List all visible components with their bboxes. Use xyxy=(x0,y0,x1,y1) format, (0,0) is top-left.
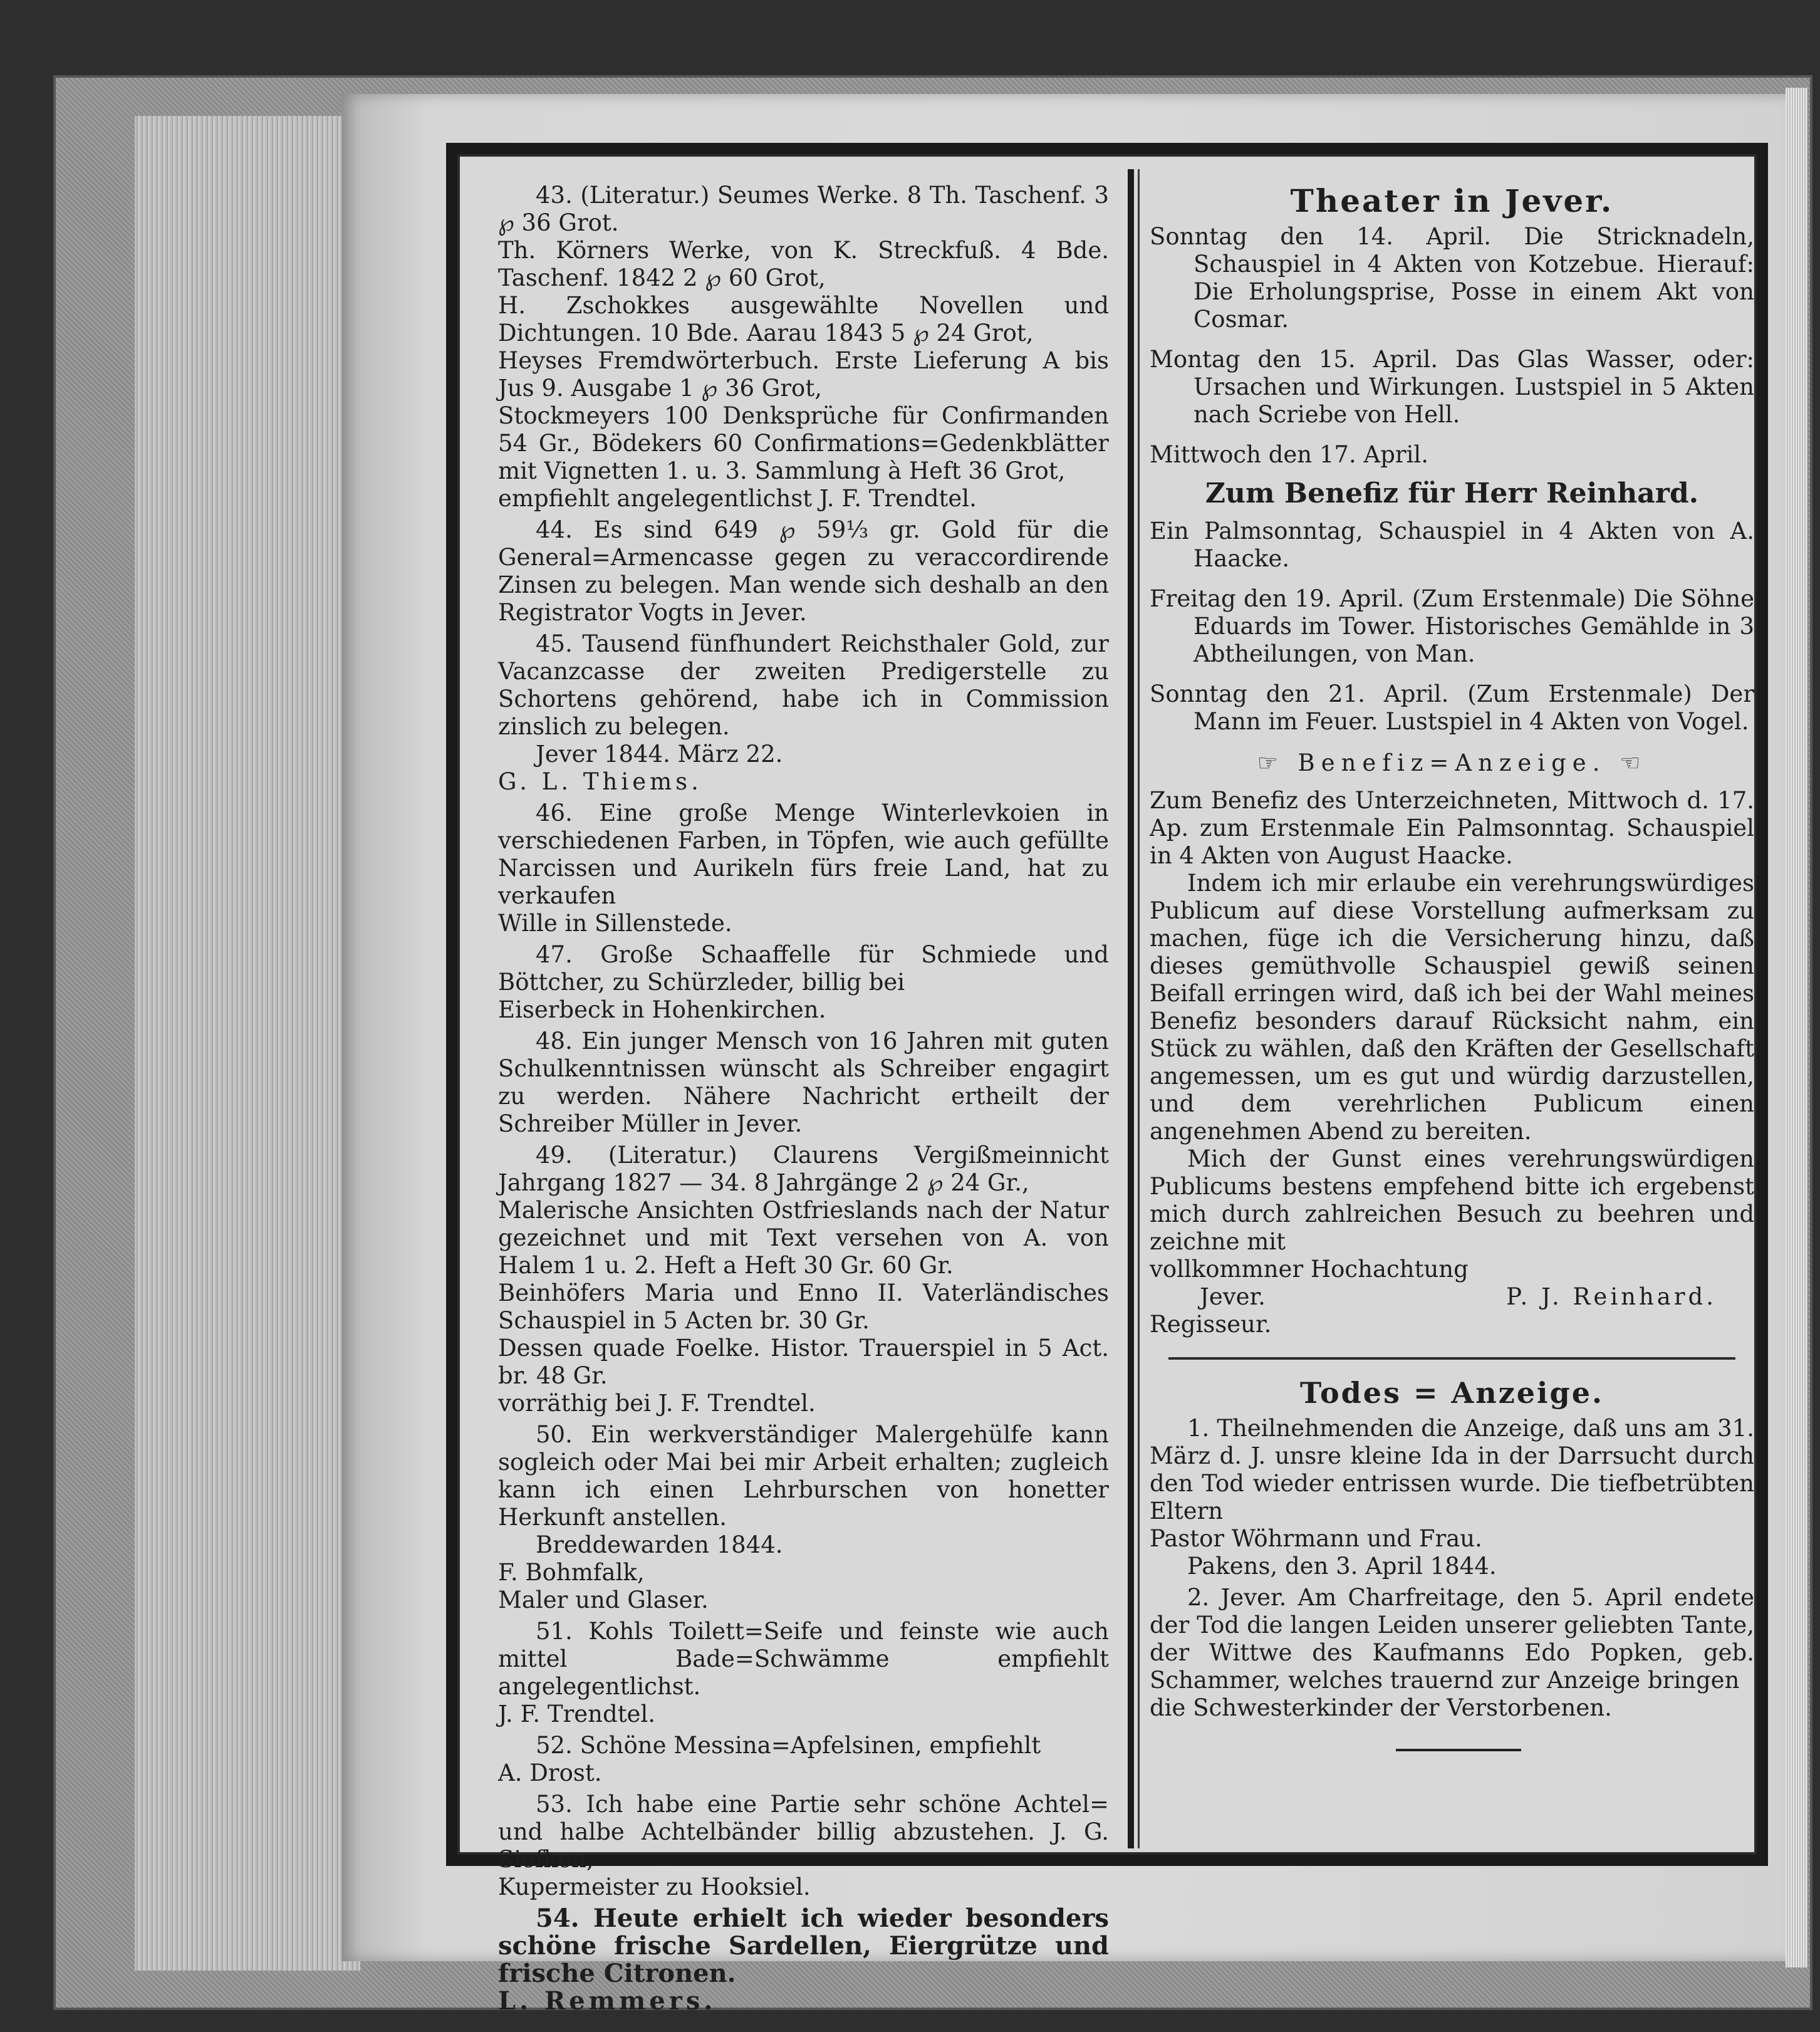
gap xyxy=(1150,432,1754,441)
gap xyxy=(1150,337,1754,346)
gap xyxy=(1150,672,1754,680)
right-column xyxy=(1150,182,1754,1842)
notice-signature: P. J. Reinhard. xyxy=(1506,1283,1717,1310)
benefit-notice xyxy=(1150,787,1754,1338)
death-2-signature: die Schwesterkinder der Verstorbenen. xyxy=(1150,1694,1612,1721)
death-notice-title: Todes = Anzeige. xyxy=(1300,1376,1604,1410)
page-right-edge xyxy=(1786,88,1807,1967)
ad-50-place: Breddewarden 1844. xyxy=(536,1531,783,1558)
ad-44-text: 44. Es sind 649 ℘ 59⅓ gr. Gold für die General=Armencasse gegen zu veraccordirende Zinsen zu belegen. Man wende sich deshalb an den Registrator Vogts in Jever. xyxy=(498,516,1109,626)
column-divider xyxy=(1128,169,1134,1848)
ad-43-line-2: Th. Körners Werke, von K. Streckfuß. 4 Bde. Taschenf. 1842 2 ℘ 60 Grot, xyxy=(498,237,1109,291)
ad-53-signature: Kupermeister zu Hooksiel. xyxy=(498,1873,811,1900)
ad-54-text: 54. Heute erhielt ich wieder besonders schöne frische Sardellen, Eiergrütze und frische Citronen. xyxy=(498,1904,1109,1988)
ad-49 xyxy=(498,1142,1109,1417)
theater-schedule-friday xyxy=(1150,585,1754,668)
schedule-line-3: Mittwoch den 17. April. xyxy=(1150,441,1429,468)
ad-45-text: 45. Tausend fünfhundert Reichsthaler Gold, zur Vacanzcasse der zweiten Predigerstelle zu Schortens gehörend, habe ich in Commission zinslich zu belegen. xyxy=(498,630,1109,740)
theater-title: Theater in Jever. xyxy=(1290,182,1614,219)
ad-52 xyxy=(498,1732,1109,1787)
closing-rule xyxy=(1396,1749,1521,1751)
ad-48-text: 48. Ein junger Mensch von 16 Jahren mit guten Schulkenntnissen wünscht als Schreiber engagirt zu werden. Nähere Nachricht ertheilt der Schreiber Müller in Jever. xyxy=(498,1028,1109,1137)
benefit-title: Zum Benefiz für Herr Reinhard. xyxy=(1205,477,1699,509)
ad-43-line-4: Heyses Fremdwörterbuch. Erste Lieferung A bis Jus 9. Ausgabe 1 ℘ 36 Grot, xyxy=(498,347,1109,402)
ad-45 xyxy=(498,630,1109,796)
notice-para-1: Zum Benefiz des Unterzeichneten, Mittwoch d. 17. Ap. zum Erstenmale Ein Palmsonntag. Schauspiel in 4 Akten von August Haacke. xyxy=(1150,787,1754,869)
ad-54-signature: L. Remmers. xyxy=(498,1986,717,2016)
notice-role: Regisseur. xyxy=(1150,1311,1272,1338)
schedule-line-5: Sonntag den 21. April. (Zum Erstenmale) Der Mann im Feuer. Lustspiel in 4 Akten von Vogel. xyxy=(1150,680,1754,735)
benefit-notice-heading: ☞ Benefiz=Anzeige. ☜ xyxy=(1257,749,1647,776)
closing-ornament xyxy=(1150,1734,1754,1762)
page-stack-edge xyxy=(135,116,360,1971)
death-notice-1 xyxy=(1150,1415,1754,1580)
notice-para-2: Indem ich mir erlaube ein verehrungswürdiges Publicum auf diese Vorstellung aufmerksam zu machen, füge ich die Versicherung hinzu, daß dieses gemüthvolle Schauspiel gewiß seinen Beifall erringen wird, daß ich bei der Wahl meines Benefiz besonders darauf Rücksicht nahm, ein Stück zu wählen, daß den Kräften der Gesellschaft angemessen, um es gut und würdig darzustellen, und dem verehrlichen Publicum einen angenehmen Abend zu bereiten. xyxy=(1150,870,1754,1145)
schedule-line-2: Montag den 15. April. Das Glas Wasser, oder: Ursachen und Wirkungen. Lustspiel in 5 Akten nach Scriebe von Hell. xyxy=(1150,346,1754,428)
notice-sign-row xyxy=(1150,1283,1754,1311)
schedule-line-4: Freitag den 19. April. (Zum Erstenmale) Die Söhne Eduards im Tower. Historisches Gemählde in 3 Abtheilungen, von Man. xyxy=(1150,585,1754,667)
ad-43-line-5: Stockmeyers 100 Denksprüche für Confirmanden 54 Gr., Bödekers 60 Confirmations=Gedenkblätter mit Vignetten 1. u. 3. Sammlung à Heft 36 Grot, xyxy=(498,402,1109,484)
death-1-text: 1. Theilnehmenden die Anzeige, daß uns am 31. März d. J. unsre kleine Ida in der Darrsucht durch den Tod wieder entrissen wurde. Die tiefbetrübten Eltern xyxy=(1150,1415,1754,1524)
ad-51-text: 51. Kohls Toilett=Seife und feinste wie auch mittel Bade=Schwämme empfiehlt angelegentlichst. xyxy=(498,1618,1109,1700)
ad-50-text: 50. Ein werkverständiger Malergehülfe kann sogleich oder Mai bei mir Arbeit erhalten; zugleich kann ich einen Lehrburschen von honetter Herkunft anstellen. xyxy=(498,1421,1109,1531)
notice-para-3: Mich der Gunst eines verehrungswürdigen Publicums bestens empfehend bitte ich ergebenst mich durch zahlreichen Besuch zu beehren und zeichne mit xyxy=(1150,1145,1754,1255)
ad-52-signature: A. Drost. xyxy=(498,1759,602,1786)
ad-46 xyxy=(498,800,1109,937)
ad-53-text: 53. Ich habe eine Partie sehr schöne Achtel= und halbe Achtelbänder billig abzustehen. J. G. Siefken, xyxy=(498,1791,1109,1873)
ad-50 xyxy=(498,1421,1109,1614)
gap xyxy=(1150,576,1754,585)
ad-53 xyxy=(498,1791,1109,1901)
theater-schedule-sunday-2 xyxy=(1150,680,1754,736)
ad-46-text: 46. Eine große Menge Winterlevkoien in verschiedenen Farben, in Töpfen, wie auch gefüllte Narcissen und Aurikeln fürs freie Land, hat zu verkaufen xyxy=(498,800,1109,909)
schedule-line-1: Sonntag den 14. April. Die Stricknadeln, Schauspiel in 4 Akten von Kotzebue. Hierauf: Die Erholungsprise, Posse in einem Akt von Cosmar. xyxy=(1150,223,1754,333)
notice-place: Jever. xyxy=(1200,1283,1266,1310)
ad-54 xyxy=(498,1905,1109,2015)
ad-47-text: 47. Große Schaaffelle für Schmiede und Böttcher, zu Schürzleder, billig bei xyxy=(498,941,1109,996)
benefit-play xyxy=(1150,518,1754,573)
left-column xyxy=(498,182,1109,2016)
ad-47 xyxy=(498,941,1109,1024)
ad-45-signature: G. L. Thiems. xyxy=(498,768,702,795)
ad-49-line-3: Beinhöfers Maria und Enno II. Vaterländisches Schauspiel in 5 Acten br. 30 Gr. xyxy=(498,1279,1109,1334)
ad-43-line-1: 43. (Literatur.) Seumes Werke. 8 Th. Taschenf. 3 ℘ 36 Grot. xyxy=(498,182,1109,236)
ad-44 xyxy=(498,516,1109,627)
ad-52-text: 52. Schöne Messina=Apfelsinen, empfiehlt xyxy=(536,1732,1041,1759)
benefit-play-text: Ein Palmsonntag, Schauspiel in 4 Akten von A. Haacke. xyxy=(1150,518,1754,572)
ad-49-line-1: 49. (Literatur.) Claurens Vergißmeinnicht Jahrgang 1827 — 34. 8 Jahrgänge 2 ℘ 24 Gr., xyxy=(498,1142,1109,1196)
death-1-place: Pakens, den 3. April 1844. xyxy=(1187,1553,1497,1580)
ad-47-signature: Eiserbeck in Hohenkirchen. xyxy=(498,996,826,1023)
ad-45-date: Jever 1844. März 22. xyxy=(536,741,783,768)
ad-50-role: Maler und Glaser. xyxy=(498,1587,709,1613)
death-notice-2 xyxy=(1150,1584,1754,1722)
death-2-text: 2. Jever. Am Charfreitage, den 5. April endete der Tod die langen Leiden unserer geliebten Tante, der Wittwe des Kaufmanns Edo Popken, geb. Schammer, welches trauernd zur Anzeige bringen xyxy=(1150,1584,1754,1694)
theater-schedule-sunday xyxy=(1150,223,1754,333)
ad-49-line-4: Dessen quade Foelke. Histor. Trauerspiel in 5 Act. br. 48 Gr. xyxy=(498,1335,1109,1389)
ad-51 xyxy=(498,1618,1109,1728)
ad-43 xyxy=(498,182,1109,513)
theater-schedule-wednesday xyxy=(1150,441,1754,469)
ad-49-line-2: Malerische Ansichten Ostfrieslands nach der Natur gezeichnet und mit Text versehen von A. von Halem 1 u. 2. Heft a Heft 30 Gr. 60 Gr. xyxy=(498,1197,1109,1279)
ad-49-signature: vorräthig bei J. F. Trendtel. xyxy=(498,1390,816,1417)
ad-48 xyxy=(498,1028,1109,1138)
theater-schedule-monday xyxy=(1150,346,1754,429)
ad-46-signature: Wille in Sillenstede. xyxy=(498,910,732,937)
ad-50-signature: F. Bohmfalk, xyxy=(498,1559,645,1586)
section-rule xyxy=(1168,1357,1735,1360)
ad-43-signature: empfiehlt angelegentlichst J. F. Trendtel. xyxy=(498,485,977,512)
ad-43-line-3: H. Zschokkes ausgewählte Novellen und Dichtungen. 10 Bde. Aarau 1843 5 ℘ 24 Grot, xyxy=(498,292,1109,346)
death-1-signature: Pastor Wöhrmann und Frau. xyxy=(1150,1525,1482,1552)
notice-closing: vollkommner Hochachtung xyxy=(1150,1256,1469,1283)
ad-51-signature: J. F. Trendtel. xyxy=(498,1701,656,1727)
column-divider-thin xyxy=(1138,169,1140,1848)
